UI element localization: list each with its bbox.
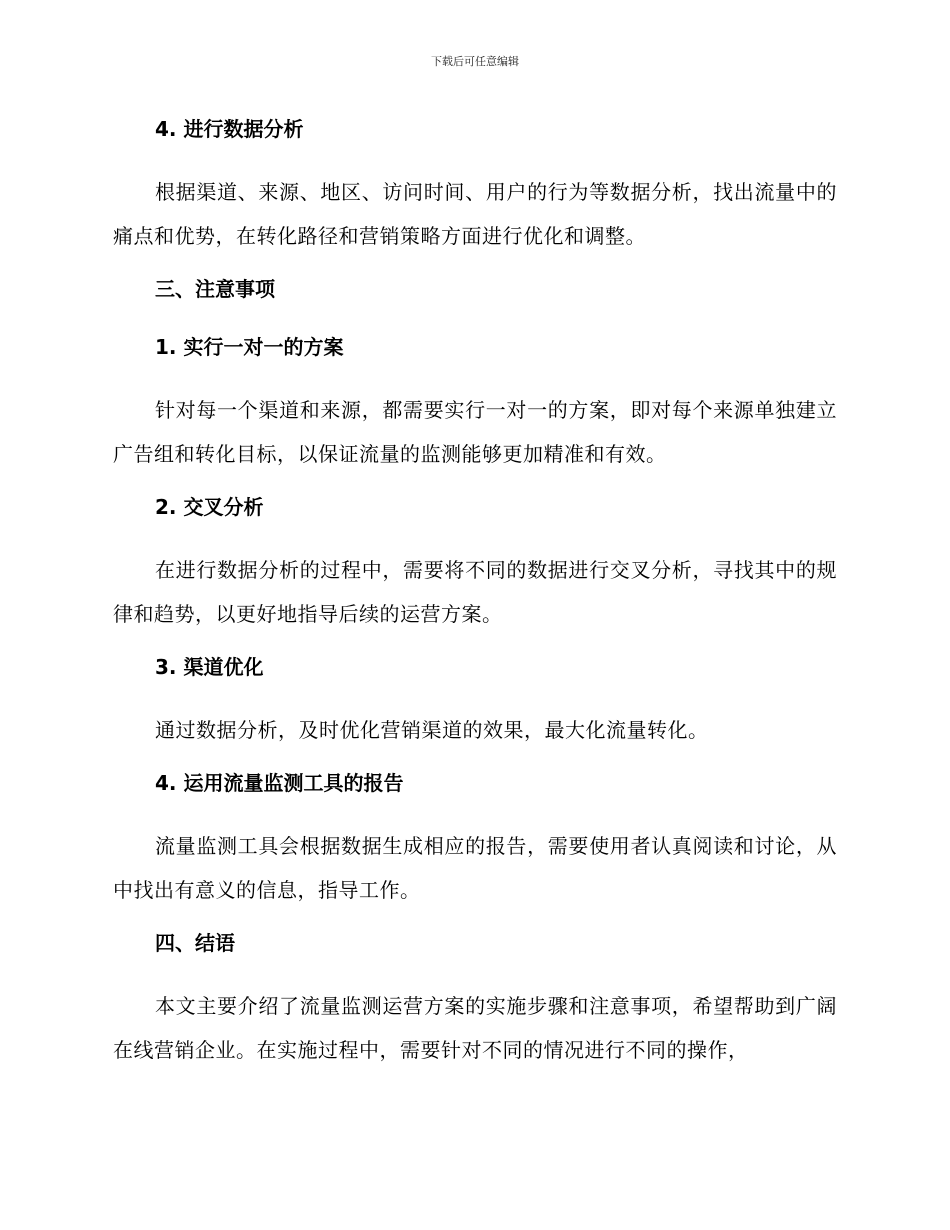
section-heading-data-analysis: 4. 进行数据分析 [155,117,304,141]
paragraph-cross-analysis: 在进行数据分析的过程中，需要将不同的数据进行交叉分析，寻找其中的规律和趋势，以更好地指导后续的运营方案。 [113,558,837,626]
paragraph-one-to-one: 针对每一个渠道和来源，都需要实行一对一的方案，即对每个来源单独建立广告组和转化目标，以保证流量的监测能够更加精准和有效。 [113,398,837,466]
paragraph-data-analysis: 根据渠道、来源、地区、访问时间、用户的行为等数据分析，找出流量中的痛点和优势，在转化路径和营销策略方面进行优化和调整。 [113,180,837,248]
paragraph-channel-optimization: 通过数据分析，及时优化营销渠道的效果，最大化流量转化。 [155,718,709,742]
section-heading-notes: 三、注意事项 [155,277,275,301]
section-heading-cross-analysis: 2. 交叉分析 [155,495,264,519]
section-heading-channel-optimization: 3. 渠道优化 [155,655,264,679]
section-heading-one-to-one: 1. 实行一对一的方案 [155,335,344,359]
document-body [113,112,837,1086]
section-heading-conclusion: 四、结语 [155,931,235,955]
header-note: 下载后可任意编辑 [431,55,519,68]
paragraph-conclusion: 本文主要介绍了流量监测运营方案的实施步骤和注意事项，希望帮助到广阔在线营销企业。在实施过程中，需要针对不同的情况进行不同的操作， [113,994,837,1062]
paragraph-tool-reports: 流量监测工具会根据数据生成相应的报告，需要使用者认真阅读和讨论，从中找出有意义的信息，指导工作。 [113,834,837,902]
section-heading-tool-reports: 4. 运用流量监测工具的报告 [155,771,404,795]
